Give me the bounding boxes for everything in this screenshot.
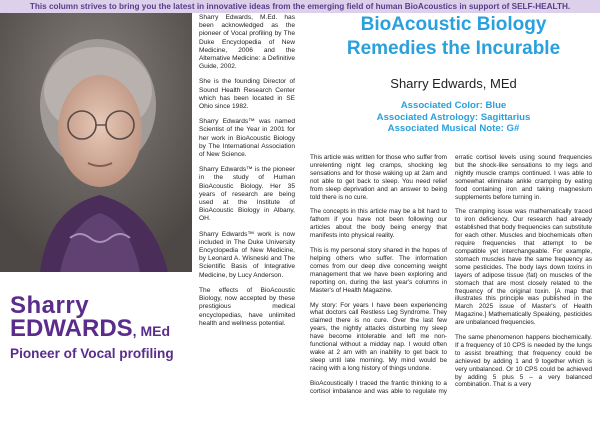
article-paragraph: This is my personal story shared in the hopes of helping others who suffer. The information comes from our deep dive concerning weight management that we have been exploring and reporting on, during the last year's columns in Master's of Health Magazine. — [310, 247, 447, 294]
bio-paragraph: Sharry Edwards™ work is now included in The Duke University Encyclopedia of New Medicine, by Leonard A. Wisneski and The Scientific Basis of Integrative Medicine, by Lucy Anderson. — [199, 230, 295, 279]
author-last-name — [10, 315, 170, 343]
article-paragraph: My story: For years I have been experiencing what doctors call Restless Leg Syndrome. They claimed there is no cure. Over the last few years, the nightly attacks disturbing my sleep have become intolerable and left me non-functional without a midday nap. I would often wake at 2 am with an inability to get back to sleep until late morning. My mind would be racing with a long history of things undone. — [310, 301, 447, 372]
bio-paragraph: The effects of BioAcoustic Biology, now accepted by these prestigious medical encyclopedias, have unlimited health and wellness potential. — [199, 286, 295, 327]
header-banner: This column strives to bring you the latest in innovative ideas from the emerging field of human BioAcoustics in support of SELF-HEALTH. — [0, 0, 600, 13]
assoc-note: Associated Musical Note: G# — [387, 123, 520, 135]
author-bio — [199, 14, 295, 335]
article-paragraph: This article was written for those who suffer from unrelenting night leg cramps, shocking leg sensations and for those waking up at 2am and not able to get back to sleep. You need relief from sleep deprivation and an answer to being told there is no cure. — [310, 154, 447, 201]
associations — [307, 100, 600, 135]
bio-paragraph: Sharry Edwards™ is the pioneer in the study of Human BioAcoustic Biology. Her 35 years of research are being used at the Institute of BioAcoustic Biology in Albany, OH. — [199, 166, 295, 223]
author-last-name-text: EDWARDS — [10, 315, 133, 342]
article-body — [310, 154, 592, 422]
article-paragraph: The cramping issue was mathematically traced to iron deficiency. Our research had already established that body frequencies can substitute for each other. Muscles and biochemicals often require frequencies that attempt to be compatible yet interchangeable. For example, stomach muscles have the same frequency as some pesticides. The body lays down toxins in layers of adipose tissue (fat) on muscles of the stomach that are most closely related to the frequency of the original toxin. [A map that illustrates this principle was published in the March 2025 issue of Master's of Health Magazine.] Mathematically Speaking, pesticides are unbalanced frequencies. — [455, 208, 592, 327]
article-title-line: BioAcoustic Biology — [360, 14, 547, 35]
bio-paragraph: Sharry Edwards, M.Ed. has been acknowledged as the pioneer of Vocal profiling by The Duke Encyclopedia of New Medicine, 2006 and the Alternative Medicine: a Definitive Guide, 2002. — [199, 14, 295, 71]
article-author: Sharry Edwards, MEd — [390, 76, 517, 91]
article-title — [307, 13, 600, 61]
author-photo — [0, 13, 192, 272]
assoc-astrology: Associated Astrology: Sagittarius — [376, 111, 531, 123]
article-paragraph: The same phenomenon happens biochemically. If a frequency of 10 CPS is needed by the lungs to assist breathing; that frequency could be achieved by adding 1 and 9 together which is very unbalanced. Or 10 CPS could be achieved by adding 5 plus 5 – a very balanced combination. That is a very — [455, 334, 592, 389]
article-paragraph: The concepts in this article may be a bit hard to fathom if you have not been following our articles about the body being energy that manifests into physical reality. — [310, 208, 447, 240]
article-paragraph: BioAcoustically I traced the frantic thinking to a cortisol imbalance and was able to regulate my erratic cortisol levels using sound frequencies but the shock-like sensations to my legs and nightly muscle cramps continued. I was able to somewhat eliminate ankle cramping by eating food containing iron and taking magnesium supplements before turning in. — [310, 154, 592, 395]
author-credential: , MEd — [132, 323, 171, 339]
bio-paragraph: She is the founding Director of Sound Health Research Center which has been located in SE Ohio since 1982. — [199, 78, 295, 111]
assoc-color: Associated Color: Blue — [400, 100, 507, 111]
author-tagline: Pioneer of Vocal profiling — [10, 346, 174, 361]
article-title-line: Remedies the Incurable — [346, 38, 561, 59]
author-first-name: Sharry — [10, 292, 90, 319]
bio-paragraph: Sharry Edwards™ was named Scientist of the Year in 2001 for her work in BioAcoustic Biology by The International Association of New Science. — [199, 118, 295, 159]
